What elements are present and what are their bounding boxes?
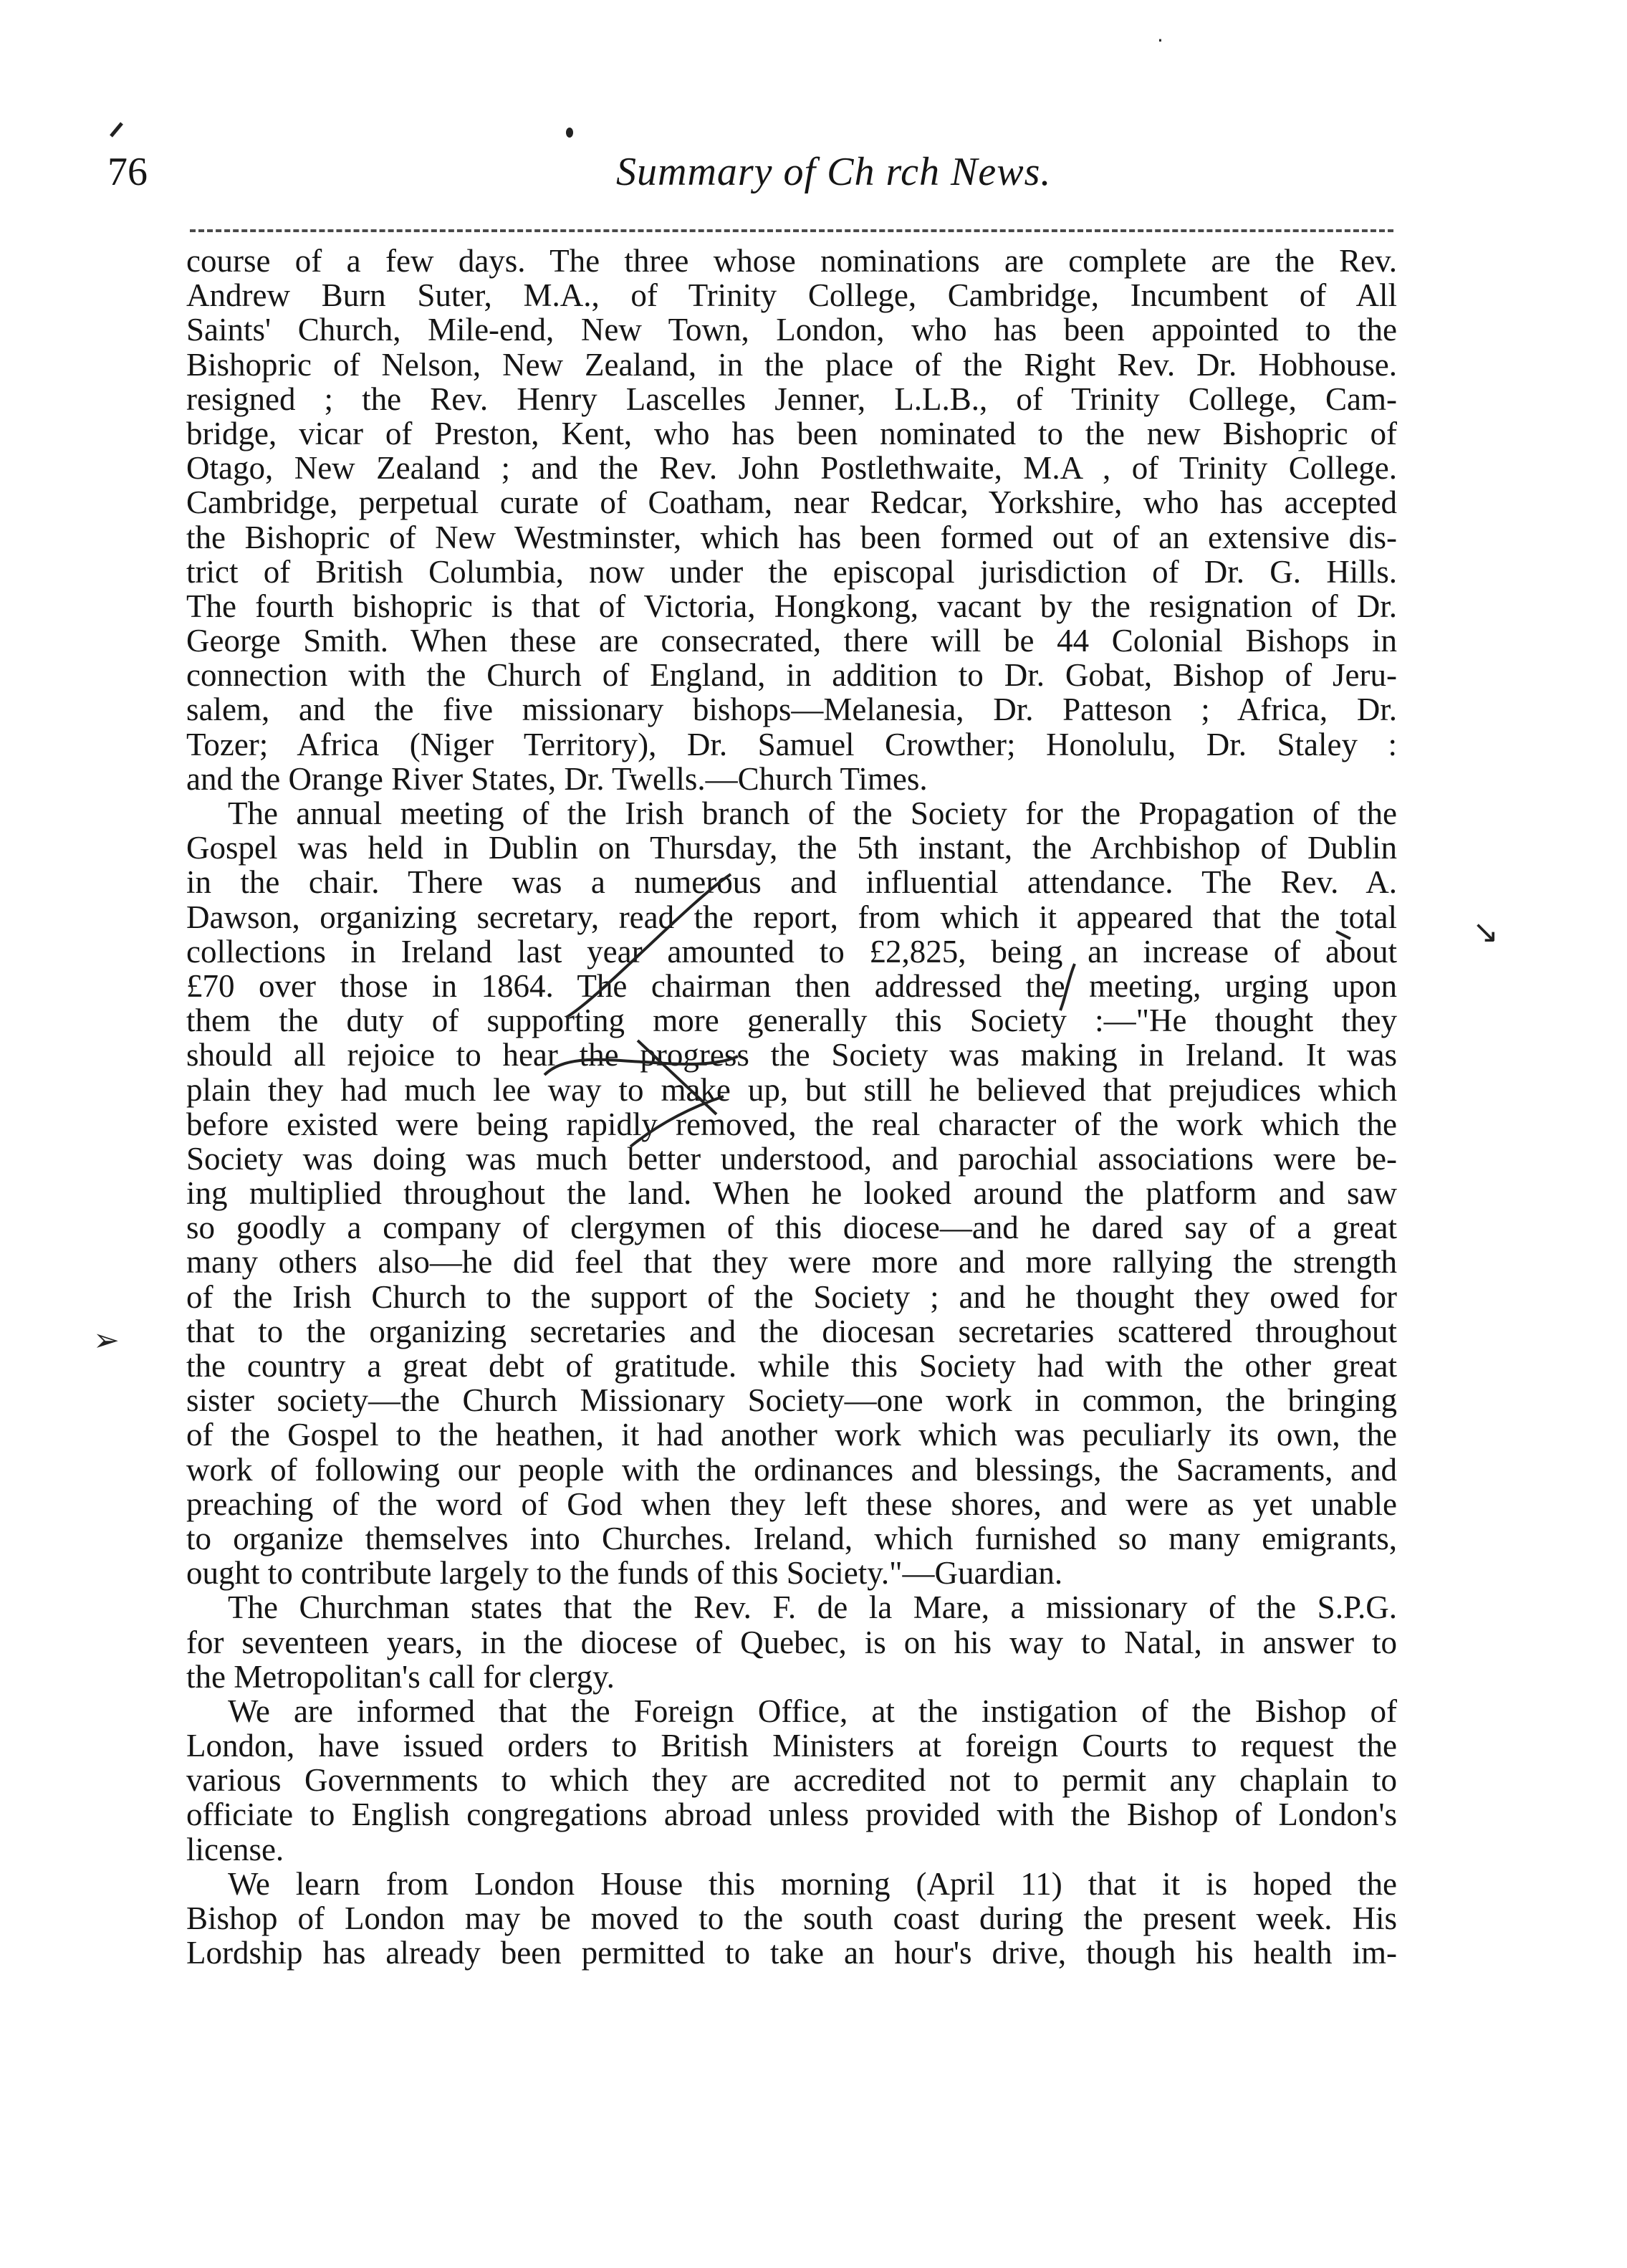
text-line: bridge, vicar of Preston, Kent, who has been nominated to the new Bishopric of xyxy=(186,415,1397,451)
text-line: Gospel was held in Dublin on Thursday, the 5th instant, the Archbishop of Dublin xyxy=(186,830,1397,866)
text-line: George Smith. When these are consecrated, there will be 44 Colonial Bishops in xyxy=(186,623,1397,659)
text-line: Society was doing was much better understood, and parochial associations were be- xyxy=(186,1140,1397,1177)
arrow-mark-icon: ➢ xyxy=(93,1322,120,1359)
text-line: ing multiplied throughout the land. When he looked around the platform and saw xyxy=(186,1175,1397,1212)
text-line: the Metropolitan's call for clergy. xyxy=(186,1658,615,1695)
text-line: Lordship has already been permitted to take an hour's drive, though his health im- xyxy=(186,1935,1397,1971)
text-line: for seventeen years, in the diocese of Quebec, is on his way to Natal, in answer to xyxy=(186,1624,1397,1660)
text-line: Andrew Burn Suter, M.A., of Trinity College, Cambridge, Incumbent of All xyxy=(186,277,1397,314)
text-line: of the Gospel to the heathen, it had another work which was peculiarly its own, the xyxy=(186,1417,1397,1453)
text-line: Otago, New Zealand ; and the Rev. John Postlethwaite, M.A , of Trinity College. xyxy=(186,450,1397,487)
text-line: to organize themselves into Churches. Ireland, which furnished so many emigrants, xyxy=(186,1520,1397,1556)
tick-mark-icon: ↘ xyxy=(1472,914,1499,950)
text-line: should all rejoice to hear the progress the Society was making in Ireland. It was xyxy=(186,1037,1397,1073)
text-line: license. xyxy=(186,1831,284,1867)
text-line: the Bishopric of New Westminster, which has been formed out of an extensive dis- xyxy=(186,519,1397,555)
text-line: Bishop of London may be moved to the south coast during the present week. His xyxy=(186,1900,1397,1936)
text-line: that to the organizing secretaries and the diocesan secretaries scattered throughout xyxy=(186,1313,1397,1349)
text-line: Saints' Church, Mile-end, New Town, London, who has been appointed to the xyxy=(186,312,1397,348)
text-line: The Churchman states that the Rev. F. de la Mare, a missionary of the S.P.G. xyxy=(228,1589,1397,1626)
text-line: preaching of the word of God when they left these shores, and were as yet unable xyxy=(186,1485,1397,1522)
text-line: many others also—he did feel that they were more and more rallying the strength xyxy=(186,1244,1397,1281)
text-line: and the Orange River States, Dr. Twells.—Church Times. xyxy=(186,760,928,797)
text-line: Tozer; Africa (Niger Territory), Dr. Samuel Crowther; Honolulu, Dr. Staley : xyxy=(186,726,1397,762)
text-line: salem, and the five missionary bishops—Melanesia, Dr. Patteson ; Africa, Dr. xyxy=(186,692,1397,728)
text-line: The annual meeting of the Irish branch of the Society for the Propagation of the xyxy=(228,795,1397,831)
text-line: We learn from London House this morning (April 11) that it is hoped the xyxy=(228,1865,1397,1902)
ink-dot-icon xyxy=(566,128,573,138)
text-line: trict of British Columbia, now under the episcopal jurisdiction of Dr. G. Hills. xyxy=(186,553,1397,590)
text-line: London, have issued orders to British Ministers at foreign Courts to request the xyxy=(186,1728,1397,1764)
text-line: course of a few days. The three whose nominations are complete are the Rev. xyxy=(186,243,1397,279)
stroke-mark-icon: · xyxy=(1157,29,1163,52)
text-line: of the Irish Church to the support of the Society ; and he thought they owed for xyxy=(186,1278,1397,1315)
text-line: various Governments to which they are accredited not to permit any chaplain to xyxy=(186,1762,1397,1799)
text-line: resigned ; the Rev. Henry Lascelles Jenner, L.L.B., of Trinity College, Cam- xyxy=(186,381,1397,417)
header-rule xyxy=(190,229,1393,232)
text-line: plain they had much lee way to make up, but still he believed that prejudices which xyxy=(186,1071,1397,1108)
text-line: We are informed that the Foreign Office, at the instigation of the Bishop of xyxy=(228,1693,1397,1729)
text-line: officiate to English congregations abroad unless provided with the Bishop of London's xyxy=(186,1796,1397,1833)
text-line: Cambridge, perpetual curate of Coatham, near Redcar, Yorkshire, who has accepted xyxy=(186,484,1397,521)
text-line: The fourth bishopric is that of Victoria, Hongkong, vacant by the resignation of Dr. xyxy=(186,588,1397,624)
text-line: in the chair. There was a numerous and influential attendance. The Rev. A. xyxy=(186,864,1397,901)
text-line: Dawson, organizing secretary, read the report, from which it appeared that the total xyxy=(186,899,1397,935)
text-line: work of following our people with the ordinances and blessings, the Sacraments, and xyxy=(186,1451,1397,1488)
text-line: £70 over those in 1864. The chairman then addressed the meeting, urging upon xyxy=(186,967,1397,1004)
text-line: the country a great debt of gratitude. while this Society had with the other great xyxy=(186,1348,1397,1384)
text-line: connection with the Church of England, in addition to Dr. Gobat, Bishop of Jeru- xyxy=(186,657,1397,694)
running-title: Summary of Ch rch News. xyxy=(616,150,1052,194)
text-line: them the duty of supporting more generally this Society :—"He thought they xyxy=(186,1003,1397,1039)
text-line: so goodly a company of clergymen of this diocese—and he dared say of a great xyxy=(186,1210,1397,1246)
page-number: 76 xyxy=(107,150,148,194)
text-line: ought to contribute largely to the funds of this Society."—Guardian. xyxy=(186,1555,1063,1592)
text-line: collections in Ireland last year amounted to £2,825, being an increase of about xyxy=(186,933,1397,970)
page-header xyxy=(107,143,1397,208)
text-line: before existed were being rapidly removed, the real character of the work which the xyxy=(186,1106,1397,1142)
text-line: Bishopric of Nelson, New Zealand, in the place of the Right Rev. Dr. Hobhouse. xyxy=(186,346,1397,383)
body-text xyxy=(186,244,1397,1970)
text-line: sister society—the Church Missionary Society—one work in common, the bringing xyxy=(186,1382,1397,1419)
